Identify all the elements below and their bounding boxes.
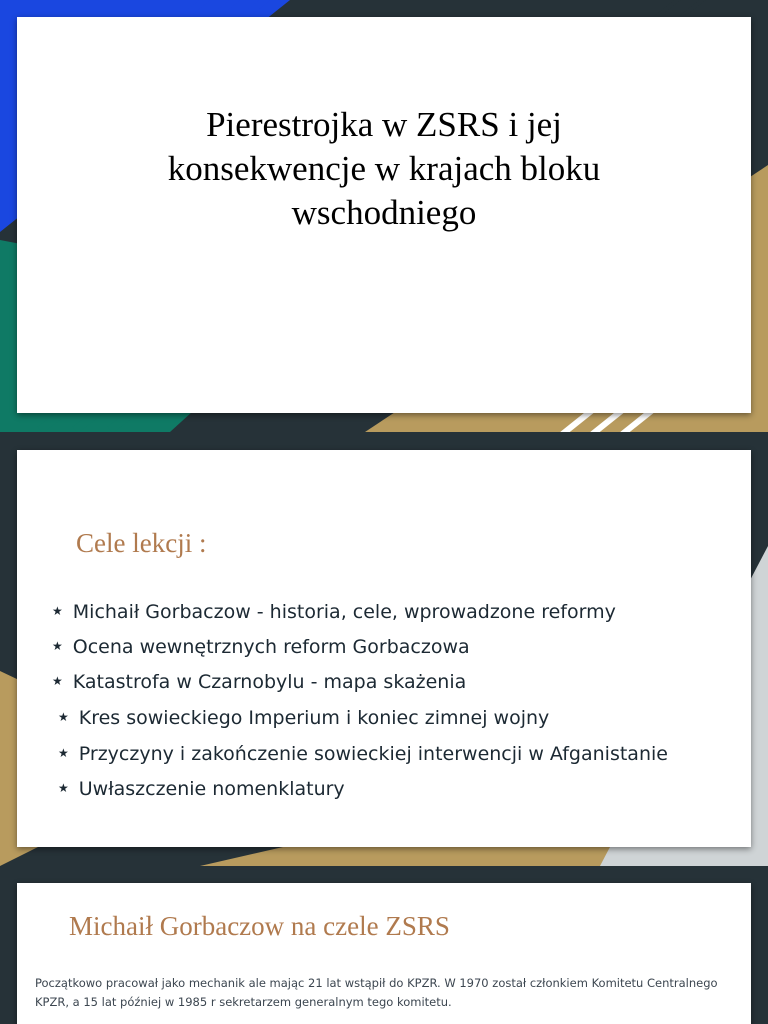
objectives-list xyxy=(17,450,751,847)
slide-title-text: Pierestrojka w ZSRS i jej konsekwencje w krajach bloku wschodniego xyxy=(167,105,601,232)
list-item: ★ Michaił Gorbaczow - historia, cele, wprowadzone reformy xyxy=(52,601,616,623)
list-item: ★ Ocena wewnętrznych reform Gorbaczowa xyxy=(52,636,470,658)
slide-title[interactable] xyxy=(0,0,768,432)
gorbachev-heading: Michaił Gorbaczow na czele ZSRS xyxy=(69,911,450,941)
objectives-heading: Cele lekcji : xyxy=(76,528,207,558)
star-bullet-icon: ★ xyxy=(58,710,69,724)
star-bullet-icon: ★ xyxy=(58,746,69,760)
list-item: ★ Uwłaszczenie nomenklatury xyxy=(58,778,345,800)
list-item: ★ Przyczyny i zakończenie sowieckiej interwencji w Afganistanie xyxy=(58,743,668,765)
slide-objectives[interactable] xyxy=(0,436,768,866)
slide-3-card xyxy=(17,883,751,1024)
star-bullet-icon: ★ xyxy=(58,781,69,795)
slide-2-card xyxy=(17,450,751,847)
gorbachev-body-text: Początkowo pracował jako mechanik ale mając 21 lat wstąpił do KPZR. W 1970 został członkiem Komitetu Centralnego KPZR, a 15 lat później w 1985 r sekretarzem generalnym tego komitetu. xyxy=(35,976,718,1009)
list-item: ★ Katastrofa w Czarnobylu - mapa skażenia xyxy=(52,671,467,693)
star-bullet-icon: ★ xyxy=(52,639,63,653)
star-bullet-icon: ★ xyxy=(52,674,63,688)
list-item: ★ Kres sowieckiego Imperium i koniec zimnej wojny xyxy=(58,707,550,729)
star-bullet-icon: ★ xyxy=(52,604,63,618)
slide-1-card xyxy=(17,17,751,413)
slide-gorbachev[interactable] xyxy=(0,870,768,1024)
